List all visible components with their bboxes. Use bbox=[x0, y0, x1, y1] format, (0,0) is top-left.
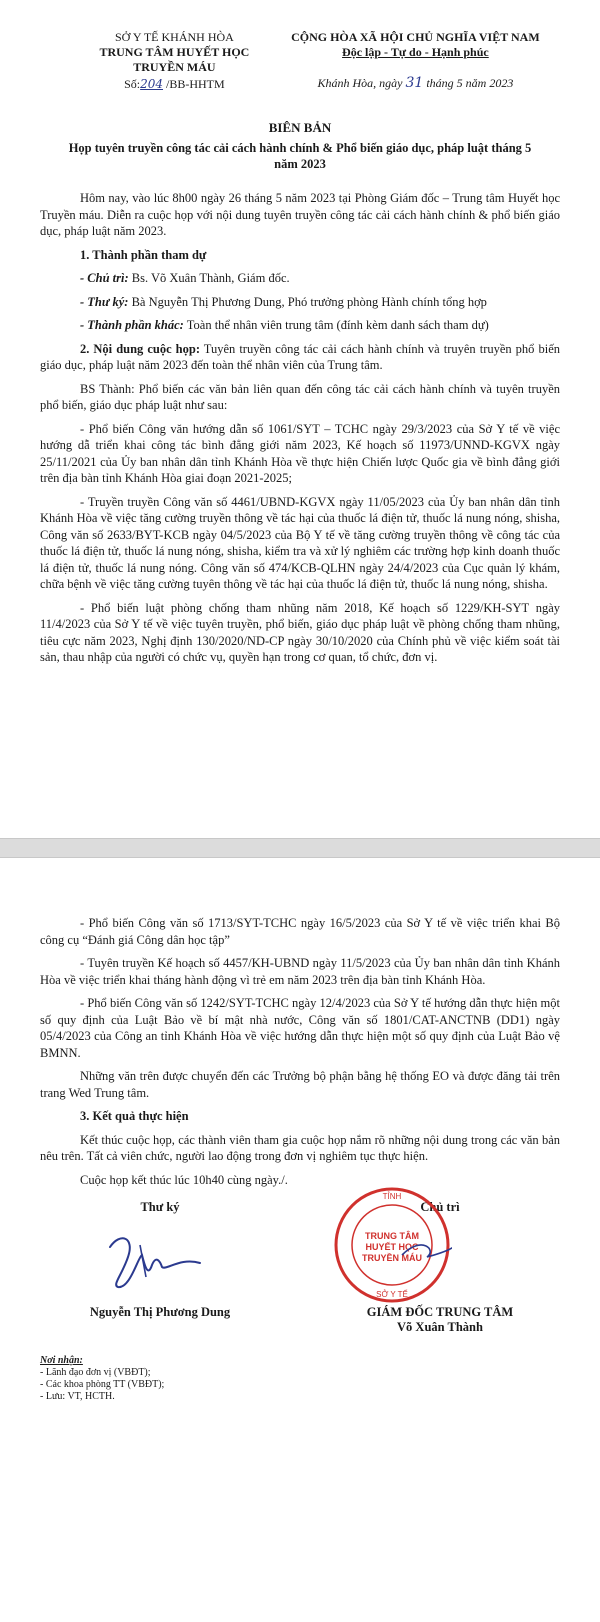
document-number bbox=[78, 77, 271, 92]
content-item: - Phổ biến Công văn số 1713/SYT-TCHC ngày 16/5/2023 của Sở Y tế về việc triển khai Bộ công cụ “Đánh giá Công dân học tập” bbox=[40, 916, 560, 947]
secretary-line bbox=[40, 294, 560, 311]
chair-title: GIÁM ĐỐC TRUNG TÂM bbox=[366, 1305, 514, 1319]
page-separator bbox=[0, 838, 600, 858]
others-line bbox=[40, 317, 560, 334]
recipient-item: - Lãnh đạo đơn vị (VBĐT); bbox=[40, 1367, 151, 1378]
secretary-role: Thư ký bbox=[140, 1200, 180, 1214]
chair-signature bbox=[320, 1192, 560, 1335]
section2-heading-text: Tuyên truyền công tác cải cách hành chính và truyên truyền phổ biến giáo dục, pháp luật năm 2023 đến toàn thể nhân viên của Trung tâm. bbox=[40, 341, 560, 372]
national-heading bbox=[271, 30, 560, 92]
secretary-signature bbox=[60, 1200, 260, 1335]
content-item: - Phổ biến Công văn số 1242/SYT-TCHC ngày 12/4/2023 của Sở Y tế hướng dẫn thực hiện một số quy định của Luật Bảo về bí mật nhà nước, Công văn số 1801/CAT-ANCTNB (DD1) ngày 05/4/2023 của Công an tỉnh Khánh Hòa về việc hướng dẫn thực hiện một số quy định của Luật Bảo vệ BMNN. bbox=[40, 996, 560, 1060]
agency-name-line1: TRUNG TÂM HUYẾT HỌC bbox=[99, 45, 250, 59]
doc-number-suffix: /BB-HHTM bbox=[163, 77, 225, 91]
recipients bbox=[40, 1355, 560, 1403]
issuing-agency bbox=[78, 30, 271, 92]
document-body-page1 bbox=[40, 190, 560, 666]
svg-text:TRUYỀN MÁU: TRUYỀN MÁU bbox=[362, 1253, 422, 1263]
secretary-name: Nguyễn Thị Phương Dung bbox=[89, 1305, 231, 1319]
bs-intro-paragraph: BS Thành: Phổ biến các văn bản liên quan đến công tác cải cách hành chính và tuyên truyền phổ biến, giáo dục pháp luật như sau: bbox=[40, 381, 560, 412]
secretary-signature-area bbox=[60, 1215, 260, 1305]
recipient-item: - Các khoa phòng TT (VBĐT); bbox=[40, 1379, 165, 1390]
national-motto: Độc lập - Tự do - Hạnh phúc bbox=[342, 45, 489, 59]
handwritten-signature-icon bbox=[90, 1227, 210, 1297]
result-paragraph: Kết thúc cuộc họp, các thành viên tham gia cuộc họp nắm rõ những nội dung trong các văn bản nêu trên. Tất cả viên chức, người lao động trong đơn vị nghiêm tục thực hiện. bbox=[40, 1132, 560, 1163]
document-subtitle: Họp tuyên truyền công tác cải cách hành chính & Phổ biến giáo dục, pháp luật tháng 5 năm 2023 bbox=[68, 141, 532, 171]
doc-number-prefix: Số: bbox=[124, 77, 141, 91]
section3-heading: 3. Kết quả thực hiện bbox=[80, 1109, 189, 1123]
document-page-2 bbox=[0, 858, 600, 1622]
section2-heading bbox=[40, 341, 560, 374]
content-item: - Truyền truyền Công văn số 4461/UBND-KGVX ngày 11/05/2023 của Ủy ban nhân dân tỉnh Khánh Hòa về việc tăng cường truyền thông về tác hại của thuốc lá điện tử, thuốc lá nung nóng, shisha, Công văn số 2633/BYT-KCB ngày 04/5/2023 của Bộ Y tế về tăng cường truyền thông về công tác của thuốc lá điện tử, thuốc lá nung nóng, shisha, kiểm tra và xử lý nghiêm các trường hợp kinh doanh thuốc lá điện tử, thuốc lá nung nóng. Công văn số 474/KCB-QLHN ngày 24/4/2023 của Cục quản lý khám, chữa bệnh về việc tăng cường tuyên thông về tác hại của thuốc lá điện tử, thuốc lá nung nóng, shisha. bbox=[40, 494, 560, 591]
document-body-page2 bbox=[40, 915, 560, 1188]
agency-name-line2: TRUYỀN MÁU bbox=[133, 60, 216, 74]
secretary-text: Bà Nguyễn Thị Phương Dung, Phó trưởng phòng Hành chính tổng hợp bbox=[128, 294, 487, 309]
others-label: - Thành phần khác: bbox=[80, 318, 184, 332]
recipients-title: Nơi nhận: bbox=[40, 1355, 83, 1366]
chair-name: Võ Xuân Thành bbox=[397, 1320, 483, 1334]
closing-paragraph: Những văn trên được chuyển đến các Trưởng bộ phận bằng hệ thống EO và được đăng tải trên trang Wed Trung tâm. bbox=[40, 1069, 560, 1100]
chair-label: - Chủ trì: bbox=[80, 271, 129, 285]
content-item: - Phổ biến Công văn hướng dẫn số 1061/SYT – TCHC ngày 29/3/2023 của Sở Y tế về việc hướng dẫ triển khai công tác bình đẳng giới năm 2023, Kế hoạch số 11973/UNND-KGVX ngày 25/11/2021 của Ủy ban nhân dân tỉnh Khánh Hòa về thực hiện Chiến lược Quốc gia về bình đẳng giới trên địa bàn tỉnh Khánh Hòa giai đoạn 2021-2025; bbox=[40, 421, 560, 485]
signature-block bbox=[40, 1192, 560, 1335]
chair-line bbox=[40, 270, 560, 287]
document-header bbox=[40, 30, 560, 92]
content-item: - Tuyên truyền Kế hoạch số 4457/KH-UBND ngày 11/5/2023 của Ủy ban nhân dân tỉnh Khánh Hòa về việc triển khai tháng hành động vì trẻ em năm 2023 trên địa bàn tỉnh Khánh Hòa. bbox=[40, 956, 560, 987]
intro-paragraph: Hôm nay, vào lúc 8h00 ngày 26 tháng 5 năm 2023 tại Phòng Giám đốc – Trung tâm Huyết học Truyền máu. Diễn ra cuộc họp với nội dung tuyên truyền công tác cải cách hành chính & phổ biến giáo dục, pháp luật năm 2023. bbox=[40, 191, 560, 238]
svg-text:HUYẾT HỌC: HUYẾT HỌC bbox=[365, 1242, 419, 1252]
chair-role: Chủ trì bbox=[420, 1200, 460, 1214]
date-day-handwritten: 31 bbox=[405, 75, 424, 91]
section2-heading-label: 2. Nội dung cuộc họp: bbox=[80, 341, 200, 356]
content-item: - Phổ biến luật phòng chống tham nhũng năm 2018, Kế hoạch số 1229/KH-SYT ngày 11/4/2023 của Sở Y tế về việc tuyên truyền, phổ biến, giáo dục pháp luật về phòng chống tham nhũng, tiêu cực năm 2023, Nghị định 130/2020/ND-CP ngày 30/10/2020 của Chính phủ về việc kiểm soát tài sản, thau nhập của người có chức vụ, quyền hạn trong cơ quan, tổ chức, đơn vị. bbox=[40, 600, 560, 664]
document-title: BIÊN BẢN bbox=[268, 120, 332, 135]
parent-agency: SỞ Y TẾ KHÁNH HÒA bbox=[114, 30, 234, 44]
section1-heading: 1. Thành phần tham dự bbox=[80, 247, 207, 262]
date-suffix: tháng 5 năm 2023 bbox=[423, 76, 514, 90]
document-date bbox=[271, 76, 560, 91]
official-seal-icon bbox=[332, 1185, 452, 1305]
nation-name: CỘNG HÒA XÃ HỘI CHỦ NGHĨA VIỆT NAM bbox=[291, 30, 540, 44]
doc-number-handwritten: 204 bbox=[140, 77, 164, 91]
date-prefix: Khánh Hòa, ngày bbox=[317, 76, 406, 90]
svg-text:SỞ Y TẾ: SỞ Y TẾ bbox=[376, 1290, 408, 1299]
recipient-item: - Lưu: VT, HCTH. bbox=[40, 1391, 115, 1402]
chair-text: Bs. Võ Xuân Thành, Giám đốc. bbox=[128, 271, 290, 285]
svg-text:TỈNH: TỈNH bbox=[382, 1192, 402, 1201]
meeting-end-line: Cuộc họp kết thúc lúc 10h40 cùng ngày./. bbox=[80, 1172, 288, 1187]
secretary-label: - Thư ký: bbox=[80, 294, 129, 309]
svg-text:TRUNG TÂM: TRUNG TÂM bbox=[365, 1231, 419, 1241]
others-text: Toàn thể nhân viên trung tâm (đính kèm danh sách tham dự) bbox=[183, 318, 489, 332]
